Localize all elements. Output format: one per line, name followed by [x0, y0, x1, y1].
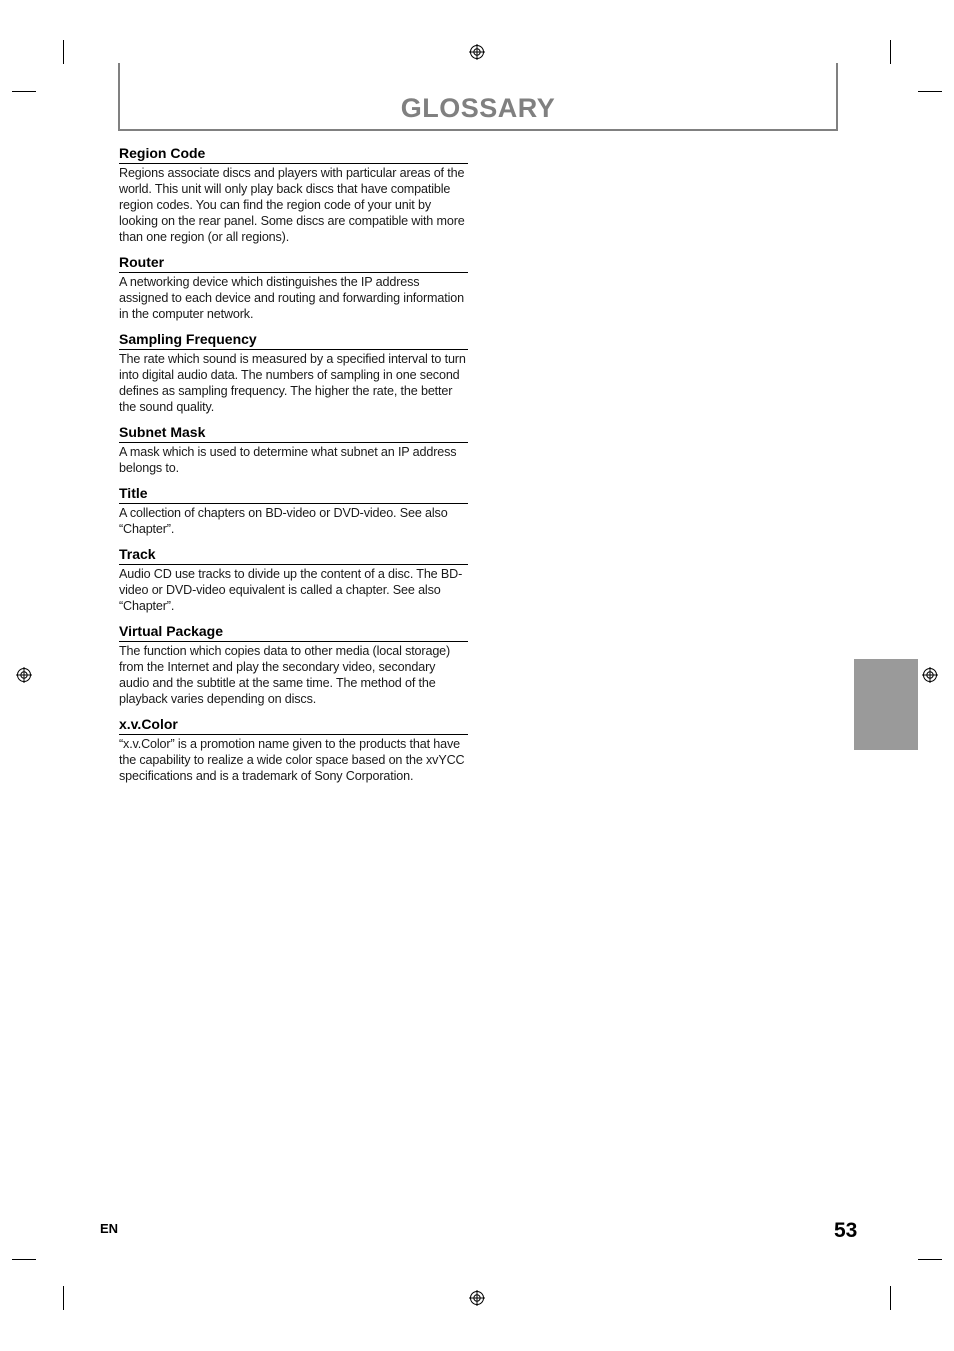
crop-mark [63, 1286, 64, 1310]
page-number: 53 [834, 1219, 858, 1242]
glossary-term: Region Code [119, 145, 468, 164]
glossary-entry-virtual-package [119, 623, 468, 707]
glossary-definition: A collection of chapters on BD-video or DVD-video. See also “Chapter”. [119, 506, 448, 536]
glossary-definition: A networking device which distinguishes the IP address assigned to each device and routing and forwarding information in the computer network. [119, 275, 464, 321]
glossary-definition: The rate which sound is measured by a specified interval to turn into digital audio data. The numbers of sampling in one second defines as sampling frequency. The higher the rate, the better the sound quality. [119, 352, 466, 414]
glossary-definition: “x.v.Color” is a promotion name given to the products that have the capability to realize a wide color space based on the xvYCC specifications and is a trademark of Sony Corporation. [119, 737, 465, 783]
glossary-definition: Audio CD use tracks to divide up the content of a disc. The BD-video or DVD-video equivalent is called a chapter. See also “Chapter”. [119, 567, 463, 613]
crop-mark [890, 1286, 891, 1310]
glossary-definition: Regions associate discs and players with particular areas of the world. This unit will only play back discs that have compatible region codes. You can find the region code of your unit by looking on the rear panel. Some discs are compatible with more than one region (or all regions). [119, 166, 465, 244]
registration-mark-icon [469, 1290, 485, 1306]
crop-mark [12, 1259, 36, 1260]
glossary-list [119, 145, 468, 793]
glossary-entry-sampling-frequency [119, 331, 468, 415]
crop-mark [918, 1259, 942, 1260]
section-side-tab [854, 659, 918, 750]
glossary-entry-title [119, 485, 468, 537]
glossary-term: x.v.Color [119, 716, 468, 735]
registration-mark-icon [922, 667, 938, 683]
language-label: EN [100, 1221, 119, 1236]
glossary-term: Track [119, 546, 468, 565]
glossary-term: Virtual Package [119, 623, 468, 642]
registration-mark-icon [16, 667, 32, 683]
glossary-entry-xvcolor [119, 716, 468, 784]
glossary-term: Title [119, 485, 468, 504]
glossary-definition: The function which copies data to other media (local storage) from the Internet and play the secondary video, secondary audio and the subtitle at the same time. The method of the playback varies depending on discs. [119, 644, 451, 706]
glossary-term: Sampling Frequency [119, 331, 468, 350]
glossary-entry-router [119, 254, 468, 322]
glossary-entry-subnet-mask [119, 424, 468, 476]
crop-mark [63, 40, 64, 64]
glossary-entry-track [119, 546, 468, 614]
crop-mark [12, 91, 36, 92]
glossary-definition: A mask which is used to determine what subnet an IP address belongs to. [119, 445, 457, 475]
glossary-entry-region-code [119, 145, 468, 245]
glossary-term: Router [119, 254, 468, 273]
page-title: GLOSSARY [400, 93, 556, 123]
header-box [118, 63, 838, 131]
crop-mark [918, 91, 942, 92]
registration-mark-icon [469, 44, 485, 60]
crop-mark [890, 40, 891, 64]
glossary-term: Subnet Mask [119, 424, 468, 443]
